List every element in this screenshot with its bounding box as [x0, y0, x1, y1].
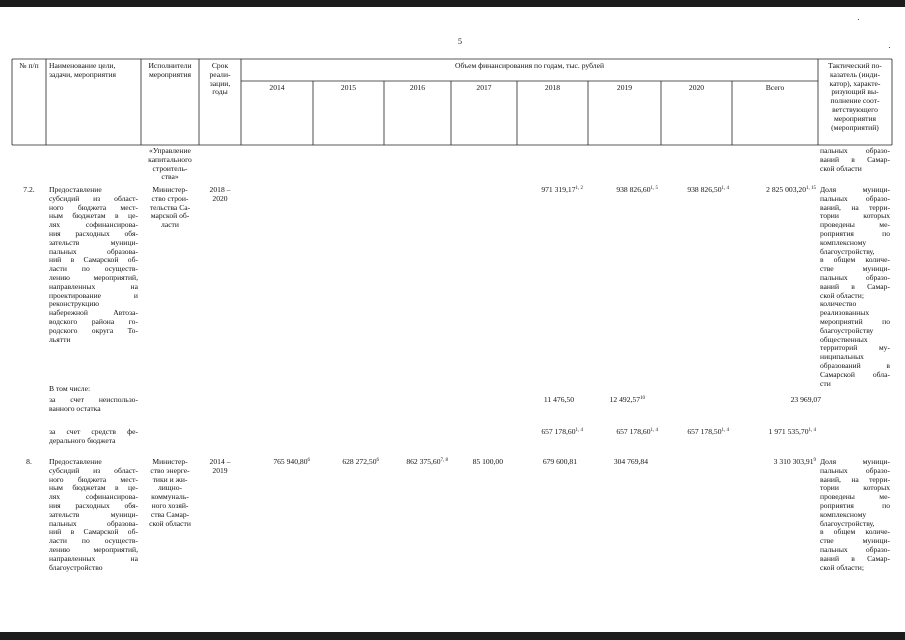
header-total: Всего [765, 83, 785, 92]
row8-executor: Министер- ство энерге- тики и жи- лищно- коммуналь- ного хозяй- ства Самар- ской области [149, 457, 191, 528]
row8-name: Предоставление субсидий из област- ного бюджета мест- ным бюджетам в це- лях софинансирова- ния расходных обя- зательств муници- пальных образова- ний в Самарской об- ласти по осуществ- лению мероприятий, направленных на благоустройство [49, 457, 138, 572]
row72-sub2-2020: 657 178,50$^{1, 4}$ [687, 427, 729, 436]
header-executor: Исполнители мероприятия [148, 61, 192, 79]
carry-indicator: пальных образо- ваний в Самар- ской области [820, 146, 890, 173]
header-year-2014: 2014 [269, 83, 285, 92]
carry-executor: «Управление капитального строитель- ства» [148, 146, 192, 182]
header-term: Срок реали- зации, годы [209, 61, 231, 97]
header-year-2018: 2018 [544, 83, 561, 92]
row72-name: Предоставление субсидий из област- ного бюджета мест- ным бюджетам в це- лях софинансирова- ния расходных обя- зательств муници- пальных образова- ний в Самарской об- ласти по осуществ- лению мероприятий, направленных на проектирование и реконструкцию набережной Автоза- водского района го- родского округа То- льятти [49, 185, 138, 344]
header-indicator: Тактический по- казатель (инди- катор), характе- ризующий вы- полнение соот- ветствующего мероприятия (мероприятий) [828, 61, 882, 132]
header-year-2016: 2016 [409, 83, 426, 92]
row72-sub1-label: за счет неиспользо- ванного остатка [49, 395, 138, 413]
row8-2018: 679 600,81 [542, 457, 577, 466]
row72-sub2-2018: 657 178,60$^{1, 4}$ [541, 427, 583, 436]
row72-including: В том числе: [49, 384, 91, 393]
row8-term: 2014 – 2019 [209, 457, 231, 475]
row8-total: 3 310 303,91$^9$ [773, 457, 816, 466]
row72-sub1-2018: 11 476,50 [543, 395, 574, 404]
header-year-2015: 2015 [340, 83, 357, 92]
row72-total: 2 825 003,20$^{1, 15}$ [766, 185, 816, 194]
row72-2019: 938 826,60$^{1, 5}$ [616, 185, 658, 194]
row8-indicator: Доля муници- пальных образо- ваний, на терри- тории которых проведены ме- роприятия по комплексному благоустройству, в общем количе- стве муници- пальных образо- ваний в Самар- ской области; [820, 457, 890, 572]
row72-sub2-label: за счет средств фе- дерального бюджета [49, 427, 138, 445]
row8-2019: 304 769,84 [613, 457, 648, 466]
header-year-2017: 2017 [476, 83, 492, 92]
row72-term: 2018 – 2020 [209, 185, 231, 203]
row72-sub1-2019: 12 492,57$^{10}$ [609, 395, 645, 404]
row8-2014: 765 940,80$^6$ [273, 457, 310, 466]
header-num: № п/п [19, 61, 39, 70]
header-name: Наименование цели, задачи, мероприятия [49, 61, 117, 79]
row8-2016: 862 375,60$^{7, 8}$ [406, 457, 448, 466]
header-financing: Объем финансирования по годам, тыс. рублей [454, 61, 605, 70]
row72-executor: Министер- ство строи- тельства Са- марской об- ласти [149, 185, 191, 230]
row72-sub1-total: 23 969,07 [790, 395, 821, 404]
row8-2015: 628 272,50$^6$ [342, 457, 379, 466]
row72-2018: 971 319,17$^{1, 2}$ [541, 185, 583, 194]
row72-sub2-total: 1 971 535,70$^{1, 4}$ [768, 427, 816, 436]
page-number: 5 [458, 37, 462, 46]
header-year-2019: 2019 [616, 83, 633, 92]
header-year-2020: 2020 [688, 83, 705, 92]
row8-num: 8. [26, 457, 32, 466]
row72-sub2-2019: 657 178,60$^{1, 4}$ [616, 427, 658, 436]
row72-num: 7.2. [23, 185, 35, 194]
row72-2020: 938 826,50$^{1, 4}$ [687, 185, 729, 194]
row8-2017: 85 100,00 [472, 457, 503, 466]
row72-indicator: Доля муници- пальных образо- ваний, на терри- тории которых проведены ме- роприятия по комплексному благоустройству, в общем количе- стве муници- пальных образо- ваний в Самар- ской области; количество реализованных мероприятий по благоустройству общественных территорий му- ниципальных образований в Самарской обла- сти [820, 185, 890, 388]
